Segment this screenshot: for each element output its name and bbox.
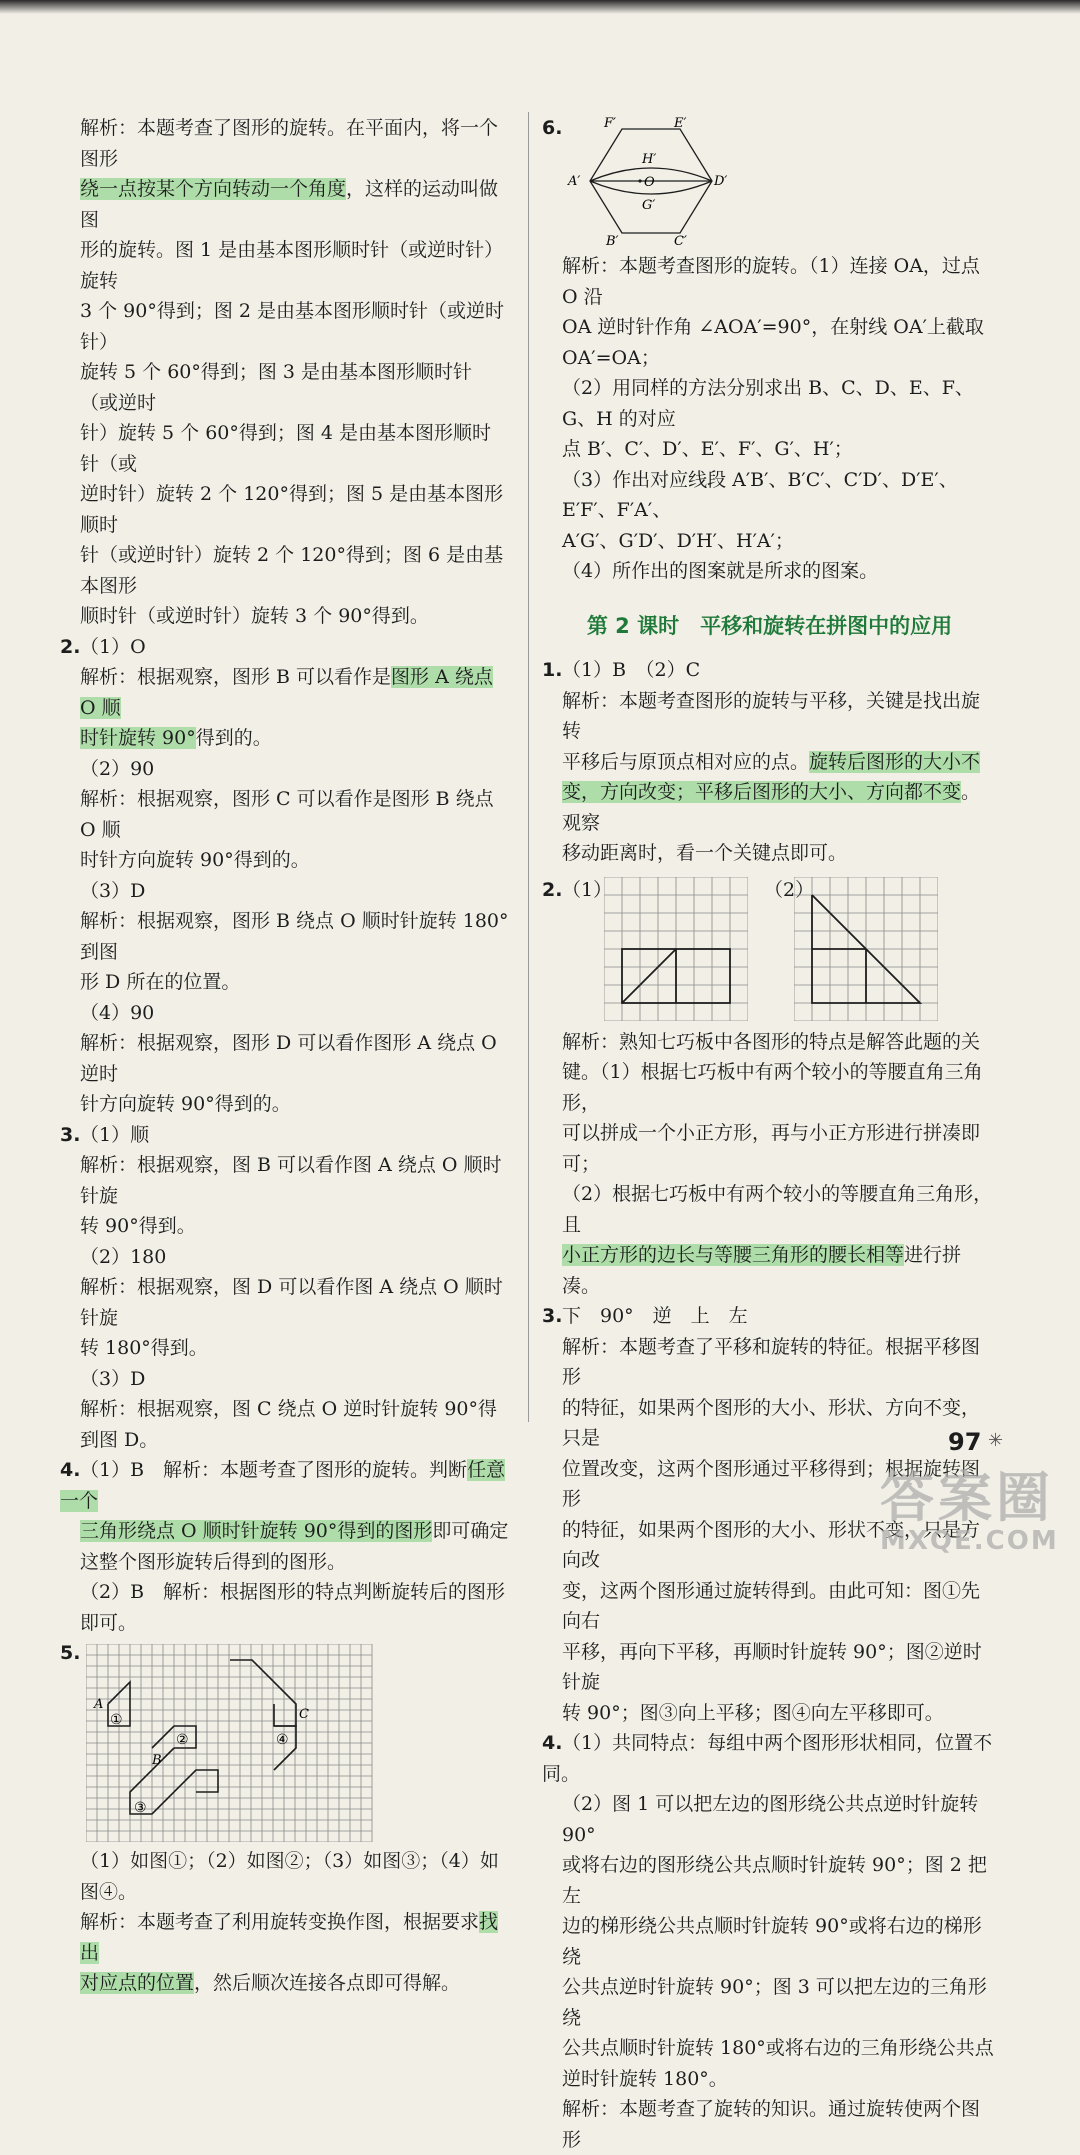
highlight: 对应点的位置 [80, 1972, 195, 1994]
answer-text: 公共点顺时针旋转 180°或将右边的三角形绕公共点 [562, 2037, 994, 2059]
answer-text: 移动距离时，看一个关键点即可。 [562, 842, 848, 864]
answer-text: 对应点的位置，然后顺次连接各点即可得解。 [80, 1972, 461, 1994]
highlight: 小正方形的边长与等腰三角形的腰长相等 [562, 1244, 905, 1266]
circle-label-2: ② [176, 1732, 189, 1748]
answer-text: 解析：根据观察，图 B 可以看作图 A 绕点 O 顺时针旋 [80, 1154, 502, 1207]
question-number: 4. [542, 1732, 563, 1754]
answer-text: （1）如图①；（2）如图②；（3）如图③；（4）如图④。 [80, 1850, 499, 1903]
answer-text: 平移后与原顶点相对应的点。旋转后图形的大小不 [562, 750, 981, 773]
right-column [542, 113, 997, 2155]
sub-label-2: （2） [764, 878, 815, 901]
answer-text: 绕一点按某个方向转动一个角度，这样的运动叫做图 [80, 178, 499, 231]
answer-text: 旋转 5 个 60°得到；图 3 是由基本图形顺时针（或逆时 [80, 361, 473, 414]
answer-text: 解析：本题考查了旋转的知识。通过旋转使两个图形 [562, 2098, 981, 2151]
answer-text: 的特征，如果两个图形的大小、形状不变，只是方向改 [562, 1518, 981, 1571]
point-label-a: A [94, 1697, 104, 1712]
answer-text: 3 个 90°得到；图 2 是由基本图形顺时针（或逆时针） [80, 300, 505, 353]
question-number: 2. [542, 878, 563, 901]
question-r4: 4.（1）共同特点：每组中两个图形形状相同，位置不同。 [542, 1728, 997, 1789]
center-label-o: O [644, 175, 655, 190]
answer-text: 的特征，如果两个图形的大小、形状、方向不变，只是 [562, 1396, 981, 1449]
figure-shapes [108, 1660, 296, 1814]
answer-text: 逆时针）旋转 2 个 120°得到；图 5 是由基本图形顺时 [80, 483, 504, 536]
answer-text: 针（或逆时针）旋转 2 个 120°得到；图 6 是由基本图形 [80, 544, 504, 597]
answer-text: （2）180 [80, 1245, 167, 1268]
vertex-label-h: H′ [642, 152, 657, 167]
answer-text: （3）D [80, 1367, 146, 1390]
vertex-label-e: E′ [674, 116, 687, 131]
question-2: 2.（1）O [60, 632, 510, 663]
answer-text: 解析：本题考查了利用旋转变换作图，根据要求找出 [80, 1911, 499, 1964]
rotation-grid-figure [86, 1644, 374, 1842]
answer-text: A′G′、G′D′、D′H′、H′A′； [562, 529, 794, 552]
answer-text: 键。（1）根据七巧板中有两个较小的等腰直角三角形， [562, 1061, 983, 1114]
highlight: 时针旋转 90° [80, 727, 196, 749]
watermark: 答案圈 MXQE.COM [880, 1466, 1059, 1556]
question-3: 3.（1）顺 [60, 1120, 510, 1151]
grid-lines [86, 1644, 372, 1842]
point-label-c: C [299, 1707, 309, 1722]
highlight: 找出 [80, 1911, 499, 1964]
question-number: 1. [542, 659, 563, 681]
answer-text: 转 90°得到。 [80, 1215, 196, 1237]
answer-text: 逆时针旋转 180°。 [562, 2067, 728, 2090]
answer-text: （2）90 [80, 757, 155, 780]
answer-text: （2）用同样的方法分别求出 B、C、D、E、F、G、H 的对应 [562, 377, 974, 430]
answer-text: 转 180°得到。 [80, 1337, 208, 1359]
highlight: 变，方向改变；平移后图形的大小、方向都不变 [562, 781, 962, 803]
answer-text: 解析：本题考查了图形的旋转。在平面内，将一个图形 [80, 117, 499, 170]
sub-label-1: （1） [562, 878, 613, 901]
answer-text: 三角形绕点 O 顺时针旋转 90°得到的图形即可确定 [80, 1520, 509, 1542]
answer-text: 解析：根据观察，图形 C 可以看作是图形 B 绕点 O 顺 [80, 788, 494, 841]
tangram-grid-1 [604, 877, 748, 1021]
answer-text: 解析：本题考查了平移和旋转的特征。根据平移图形 [562, 1335, 981, 1388]
vertex-label-d: D′ [714, 174, 728, 189]
highlight: 图形 A 绕点 O 顺 [80, 666, 493, 719]
column-divider [528, 112, 529, 1422]
answer-text: （2）根据七巧板中有两个较小的等腰直角三角形，且 [562, 1183, 993, 1236]
question-number: 5. [60, 1642, 81, 1664]
point-label-b: B [152, 1753, 162, 1768]
vertex-label-g: G′ [642, 198, 656, 213]
left-column [60, 113, 510, 1999]
highlight: 旋转后图形的大小不 [809, 750, 981, 773]
answer-text: 形 D 所在的位置。 [80, 971, 241, 993]
answer-text: 点 B′、C′、D′、E′、F′、G′、H′； [562, 438, 853, 460]
answer-text: 公共点逆时针旋转 90°；图 3 可以把左边的三角形绕 [562, 1976, 987, 2029]
vertex-label-b: B′ [606, 234, 619, 249]
question-number: 3. [542, 1305, 563, 1327]
tangram-shape [622, 949, 730, 1003]
highlight: 任意一个 [60, 1459, 506, 1512]
answer-text: （3）D [80, 879, 146, 902]
circle-label-4: ④ [276, 1732, 289, 1748]
tangram-grid-2 [794, 877, 938, 1021]
answer-text: （2）图 1 可以把左边的图形绕公共点逆时针旋转 90° [562, 1793, 979, 1846]
highlight: 三角形绕点 O 顺时针旋转 90°得到的图形 [80, 1520, 433, 1542]
answer-text: 边的梯形绕公共点顺时针旋转 90°或将右边的梯形绕 [562, 1915, 982, 1968]
answer-text: 针方向旋转 90°得到的。 [80, 1093, 291, 1115]
vertex-label-c: C′ [674, 234, 687, 249]
answer-text: 变，方向改变；平移后图形的大小、方向都不变。观察 [562, 781, 981, 834]
answer-text: 解析：根据观察，图 D 可以看作图 A 绕点 O 顺时针旋 [80, 1276, 503, 1329]
circle-label-1: ① [110, 1712, 123, 1728]
answer-text: 可以拼成一个小正方形，再与小正方形进行拼凑即可； [562, 1122, 981, 1175]
answer-text: 位置改变，这两个图形通过平移得到；根据旋转图形 [562, 1457, 981, 1510]
answer-text: 或将右边的图形绕公共点顺时针旋转 90°；图 2 把左 [562, 1854, 987, 1907]
answer-text: 平移，再向下平移，再顺时针旋转 90°；图②逆时针旋 [562, 1640, 982, 1693]
question-5 [60, 1638, 510, 1846]
answer-text: 解析：熟知七巧板中各图形的特点是解答此题的关 [562, 1030, 981, 1053]
answer-text: 解析：根据观察，图形 B 绕点 O 顺时针旋转 180°到图 [80, 910, 509, 963]
highlight: 绕一点按某个方向转动一个角度 [80, 178, 347, 200]
question-r3: 3.下 90° 逆 上 左 [542, 1301, 997, 1332]
question-6 [542, 113, 997, 251]
answer-text: 解析：根据观察，图形 D 可以看作图形 A 绕点 O 逆时 [80, 1032, 497, 1085]
answer-text: 顺时针（或逆时针）旋转 3 个 90°得到。 [80, 605, 429, 627]
answer-text: 时针方向旋转 90°得到的。 [80, 849, 310, 871]
center-point [638, 179, 641, 182]
answer-text: 时针旋转 90°得到的。 [80, 727, 272, 749]
star-icon: ✳ [988, 1430, 1004, 1451]
vertex-label-f: F′ [604, 116, 616, 131]
question-r2 [542, 869, 997, 1027]
answer-text: 这整个图形旋转后得到的图形。 [80, 1550, 347, 1573]
answer-text: （4）90 [80, 1001, 155, 1024]
answer-text: （4）所作出的图案就是所求的图案。 [562, 560, 879, 582]
question-number: 6. [542, 117, 563, 139]
hexagon-figure [562, 115, 742, 249]
question-number: 4. [60, 1459, 81, 1481]
vertex-label-a: A′ [568, 174, 581, 189]
answer-text: 形的旋转。图 1 是由基本图形顺时针（或逆时针）旋转 [80, 239, 504, 292]
page-number: 97 [948, 1428, 982, 1456]
answer-text: 解析：根据观察，图形 B 可以看作是图形 A 绕点 O 顺 [80, 666, 493, 719]
answer-text: 解析：根据观察，图 C 绕点 O 逆时针旋转 90°得到图 D。 [80, 1398, 497, 1451]
answer-text: （3）作出对应线段 A′B′、B′C′、C′D′、D′E′、E′F′、F′A′、 [562, 468, 958, 521]
question-r1: 1.（1）B （2）C [542, 655, 997, 686]
answer-text: 针）旋转 5 个 60°得到；图 4 是由基本图形顺时针（或 [80, 422, 492, 475]
answer-text: 解析：本题考查图形的旋转。（1）连接 OA，过点 O 沿 [562, 255, 980, 308]
answer-text: 转 90°；图③向上平移；图④向左平移即可。 [562, 1701, 944, 1724]
section-title: 第 2 课时 平移和旋转在拼图中的应用 [586, 613, 953, 638]
question-4: 4.（1）B 解析：本题考查了图形的旋转。判断任意一个 [60, 1455, 510, 1516]
answer-text: 解析：本题考查图形的旋转与平移，关键是找出旋转 [562, 689, 981, 742]
question-number: 3. [60, 1123, 81, 1146]
answer-text: OA 逆时针作角 ∠AOA′=90°，在射线 OA′上截取 OA′=OA； [562, 316, 984, 369]
circle-label-3: ③ [134, 1800, 147, 1816]
answer-text: 变，这两个图形通过旋转得到。由此可知：图①先向右 [562, 1579, 981, 1632]
answer-text: 小正方形的边长与等腰三角形的腰长相等进行拼凑。 [562, 1244, 962, 1297]
question-number: 2. [60, 635, 81, 658]
answer-text: （2）B 解析：根据图形的特点判断旋转后的图形即可。 [80, 1581, 506, 1634]
page-top-edge [0, 0, 1080, 14]
